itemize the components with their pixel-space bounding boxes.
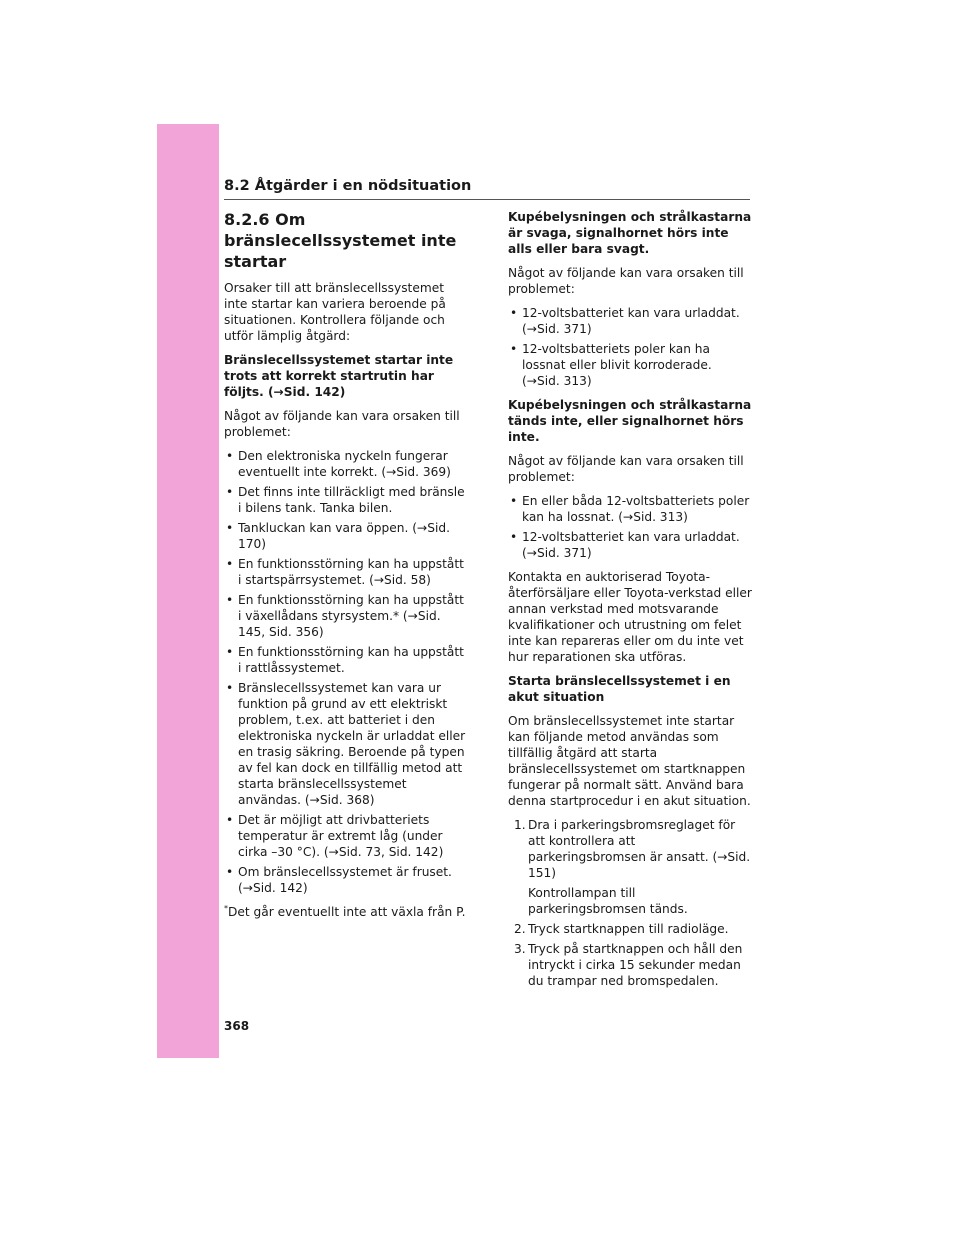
subheading-emergency-start: Starta bränslecellssystemet i en akut situation	[508, 674, 731, 704]
footnote-text: Det går eventuellt inte att växla från P.	[228, 905, 466, 919]
emergency-intro: Om bränslecellssystemet inte startar kan följande metod användas som tillfällig åtgärd att starta bränslecellssystemet om startknappen fungerar på normalt sätt. Använd bara denna startprocedur i en akut situation.	[508, 714, 751, 808]
subheading-no-lights: Kupébelysningen och strålkastarna tänds inte, eller signalhornet hörs inte.	[508, 398, 752, 444]
list-item: • Det är möjligt att drivbatteriets temperatur är extremt låg (under cirka –30 °C). (→Sid. 73, Sid. 142)	[224, 812, 468, 860]
cause-list	[224, 448, 468, 896]
step-item	[508, 921, 752, 937]
right-column	[508, 209, 752, 997]
list-item: • En funktionsstörning kan ha uppstått i startspärrsystemet. (→Sid. 58)	[224, 556, 468, 588]
step-number: 1.	[514, 818, 526, 832]
cause-list-3	[508, 493, 752, 561]
step-text: Dra i parkeringsbromsreglaget för att kontrollera att parkeringsbromsen är ansatt. (→Sid. 151)	[528, 818, 751, 880]
cause-list-2	[508, 305, 752, 389]
step-number: 3.	[514, 942, 526, 956]
cause-intro-3: Något av följande kan vara orsaken till problemet:	[508, 454, 744, 484]
list-item: • 12-voltsbatteriet kan vara urladdat. (→Sid. 371)	[508, 529, 752, 561]
list-item: • En funktionsstörning kan ha uppstått i växellådans styrsystem.* (→Sid. 145, Sid. 356)	[224, 592, 468, 640]
footnote-mark: *	[224, 903, 228, 913]
step-text: Tryck på startknappen och håll den intryckt i cirka 15 sekunder medan du trampar ned bromspedalen.	[528, 942, 743, 988]
contact-text: Kontakta en auktoriserad Toyota-återförsäljare eller Toyota-verkstad eller annan verkstad med motsvarande kvalifikationer och utrustning om felet inte kan repareras eller om du inte vet hur reparationen ska utföras.	[508, 570, 752, 664]
page-title: 8.2.6 Om bränslecellssystemet inte startar	[224, 210, 457, 271]
step-subtext: Kontrollampan till parkeringsbromsen tänds.	[528, 886, 688, 916]
step-item	[508, 817, 752, 917]
list-item: • Den elektroniska nyckeln fungerar eventuellt inte korrekt. (→Sid. 369)	[224, 448, 468, 480]
page-number: 368	[224, 1019, 250, 1033]
cause-intro: Något av följande kan vara orsaken till problemet:	[224, 409, 460, 439]
step-number: 2.	[514, 922, 526, 936]
cause-intro-2: Något av följande kan vara orsaken till problemet:	[508, 266, 744, 296]
list-item: • En funktionsstörning kan ha uppstått i rattlåssystemet.	[224, 644, 468, 676]
intro-text: Orsaker till att bränslecellssystemet inte startar kan variera beroende på situationen. Kontrollera följande och utför lämplig åtgärd:	[224, 281, 446, 343]
left-column	[224, 209, 468, 928]
chapter-tab	[157, 124, 219, 1058]
list-item: • 12-voltsbatteriet kan vara urladdat. (→Sid. 371)	[508, 305, 752, 337]
subheading-start-failure: Bränslecellssystemet startar inte trots att korrekt startrutin har följts. (→Sid. 142)	[224, 353, 454, 399]
list-item: • Bränslecellssystemet kan vara ur funktion på grund av ett elektriskt problem, t.ex. att batteriet i den elektroniska nyckeln är urladdat eller en trasig säkring. Beroende på typen av fel kan dock en tillfällig metod att starta bränslecellssystemet användas. (→Sid. 368)	[224, 680, 468, 808]
list-item: • En eller båda 12-voltsbatteriets poler kan ha lossnat. (→Sid. 313)	[508, 493, 752, 525]
footnote	[224, 904, 468, 920]
step-item	[508, 941, 752, 989]
list-item: • 12-voltsbatteriets poler kan ha lossnat eller blivit korroderade. (→Sid. 313)	[508, 341, 752, 389]
list-item: • Om bränslecellssystemet är fruset. (→Sid. 142)	[224, 864, 468, 896]
section-header: 8.2 Åtgärder i en nödsituation	[224, 178, 750, 200]
step-list	[508, 817, 752, 989]
list-item: • Det finns inte tillräckligt med bränsle i bilens tank. Tanka bilen.	[224, 484, 468, 516]
subheading-weak-lights: Kupébelysningen och strålkastarna är svaga, signalhornet hörs inte alls eller bara svagt.	[508, 210, 752, 256]
step-text: Tryck startknappen till radioläge.	[528, 922, 729, 936]
list-item: • Tankluckan kan vara öppen. (→Sid. 170)	[224, 520, 468, 552]
